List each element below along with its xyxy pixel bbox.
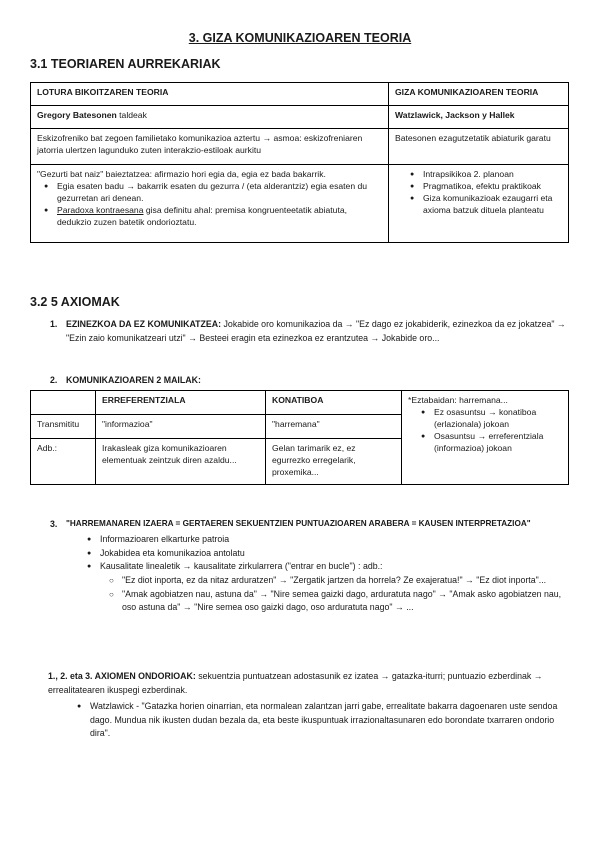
bateson-goal-cell: Eskizofreniko bat zegoen familietako komunikazioa aztertu → asmoa: eskizofreniaren jatorria ulertzen lagunduko zuten interakzio-estiloak aurkitu [31, 129, 389, 165]
giza-origin-cell: Batesonen ezagutzetatik abiaturik garatu [389, 129, 569, 165]
watzlawick-list [70, 700, 570, 741]
section-heading-aurrekariak: 3.1 TEORIAREN AURREKARIAK [30, 57, 221, 71]
page-title: 3. GIZA KOMUNIKAZIOAREN TEORIA [188, 31, 412, 45]
aurrekariak-table [30, 82, 569, 243]
list-item: ○ "Amak agobiatzen nau, astuna da" → "Nire semea gaizki dago, arduratuta nago" → "Amak asko agobiatzen nau, oso astuna da" → "Nire semea oso gaizki dago, oso arduratuta nago" → ... [122, 588, 570, 615]
author-suffix: taldeak [116, 110, 147, 120]
list-item: ● Watzlawick - "Gatazka horien oinarrian, eta normalean zalantzan jarri gabe, errealitate bakarra dagoenaren uste sendoa dago. Mundua nik ikusten dudan bezala da, eta beste ikuspuntuak irrazionaltasunaren edo borondate txarraren ondorio dira". [90, 700, 570, 741]
list-item: ○ "Ez diot inporta, ez da nitaz arduratzen" → "Zergatik jartzen da horrela? Ze exajeratua!" → "Ez diot inporta"... [122, 574, 570, 588]
list-item: ● Osasuntsu → erreferentziala (informazioa) jokoan [434, 430, 562, 454]
row-label-adb: Adb.: [31, 439, 96, 485]
axiom-1-text [66, 318, 566, 345]
cell-example-kon: Gelan tarimarik ez, ez egurrezko erregelarik, proxemika... [266, 439, 402, 485]
paradox-term: Paradoxa kontraesana [57, 205, 144, 216]
axiom-1-body: Jokabide oro komunikazioa da → "Ez dago ez jokabiderik, ezinezkoa da ez jokatzea" → "Ezin zaio komunikatzeari utzi" → Besteei eragin eta ezinezkoa ez erantzutea → Jokabide oro... [66, 319, 566, 343]
list-item: ● Giza komunikazioak ezaugarri eta axioma batzuk dituela planteatu [423, 192, 562, 216]
axiom-3-title: "HARREMANAREN IZAERA = GERTAEREN SEKUENTZIEN PUNTUAZIOAREN ARABERA = KAUSEN INTERPRETAZIOA" [66, 519, 531, 528]
paradox-cell [31, 165, 389, 243]
section-heading-axiomak: 3.2 5 AXIOMAK [30, 295, 120, 309]
axiom-2-number: 2. [50, 375, 58, 385]
list-item: ● Jokabidea eta komunikazioa antolatu [100, 547, 570, 561]
axiom-3-example-list [80, 574, 570, 615]
list-item: ● Ez osasuntsu → konatiboa (erlazionala) jokoan [434, 406, 562, 430]
watzlawick-quote [70, 700, 570, 741]
axiom-2-title: KOMUNIKAZIOAREN 2 MAILAK: [66, 375, 201, 385]
list-item: ● Egia esaten badu → bakarrik esaten du gezurra / (eta alderantziz) egia esaten du gezurretan ari denean. [57, 180, 382, 204]
header-erreferentziala: ERREFERENTZIALA [96, 391, 266, 415]
paradox-intro: "Gezurti bat naiz" baieztatzea: afirmazio hori egia da, egia ez bada bakarrik. [37, 169, 326, 179]
axiom-3-content [80, 533, 570, 615]
conclusions-text [48, 670, 568, 697]
empty-corner-cell [31, 391, 96, 415]
giza-features-list [395, 168, 562, 216]
author-cell-bateson [31, 106, 389, 129]
list-item: ● Informazioaren elkarturke patroia [100, 533, 570, 547]
author-name: Gregory Batesonen [37, 110, 117, 120]
axiom-1-title: EZINEZKOA DA EZ KOMUNIKATZEA: [66, 319, 222, 329]
author-cell-watzlawick: Watzlawick, Jackson y Hallek [389, 106, 569, 129]
komunikazio-mailak-table [30, 390, 569, 485]
paradox-list [37, 180, 382, 228]
row-label-transmititu: Transmititu [31, 415, 96, 439]
eztabaida-note-cell [402, 391, 569, 485]
table-header-lotura: LOTURA BIKOITZAREN TEORIA [31, 83, 389, 106]
axiom-1-number: 1. [50, 319, 58, 329]
list-item: ● Intrapsikikoa 2. planoan [423, 168, 562, 180]
eztabaida-list [408, 406, 562, 454]
cell-example-ref: Irakasleak giza komunikazioaren elementuak zeintzuk diren azaldu... [96, 439, 266, 485]
list-item: ● Kausalitate linealetik → kausalitate zirkularrera ("entrar en bucle") : adb.: [100, 560, 570, 574]
axiom-3-list [80, 533, 570, 574]
axiom-3-number: 3. [50, 519, 58, 529]
paradox-definition: gisa definitu ahal: premisa kongruenteetatik abiatuta, dedukzio zuzen batetik ondorioztatu. [57, 205, 347, 228]
header-konatiboa: KONATIBOA [266, 391, 402, 415]
cell-harremana: "harremana" [266, 415, 402, 439]
giza-features-cell [389, 165, 569, 243]
table-header-giza: GIZA KOMUNIKAZIOAREN TEORIA [389, 83, 569, 106]
eztabaida-intro: *Eztabaidan: harremana... [408, 395, 508, 405]
conclusions-title: 1., 2. eta 3. AXIOMEN ONDORIOAK: [48, 671, 196, 681]
list-item: ● Pragmatikoa, efektu praktikoak [423, 180, 562, 192]
cell-informazioa: "informazioa" [96, 415, 266, 439]
conclusions-body: sekuentzia puntuatzean adostasunik ez izatea → gatazka-iturri; puntuazio ezberdinak → errealitatearen ikuspegi ezberdinak. [48, 671, 543, 695]
list-item [57, 204, 382, 228]
